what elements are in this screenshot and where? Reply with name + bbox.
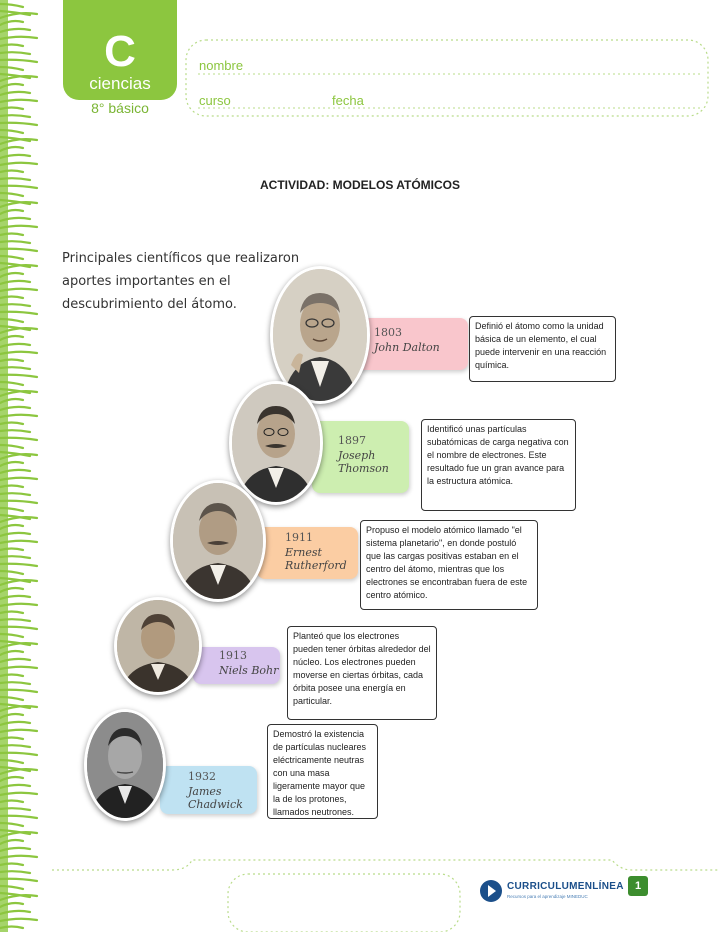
rutherford-name: Ernest Rutherford <box>285 546 347 572</box>
bohr-description: Planteó que los electrones pueden tener órbitas alrededor del núcleo. Los electrones pueden moverse en ciertas órbitas, cada órbita posee una energía en particular. <box>287 626 437 720</box>
rutherford-portrait-image <box>173 483 263 599</box>
name-field-label: nombre <box>199 58 244 73</box>
chadwick-portrait <box>84 709 166 821</box>
thomson-name: Joseph Thomson <box>338 449 389 475</box>
bohr-portrait <box>114 597 202 695</box>
thomson-description: Identificó unas partículas subatómicas de carga negativa con el nombre de electrones. Este resultado fue un gran avance para la estructura atómica. <box>421 419 576 511</box>
curriculum-logo-icon <box>479 879 503 903</box>
grade-label: 8° básico <box>91 100 149 116</box>
chadwick-description: Demostró la existencia de partículas nucleares eléctricamente neutras con una masa ligeramente mayor que la de los protones, llamados neutrones. <box>267 724 378 819</box>
dalton-description: Definió el átomo como la unidad básica de un elemento, el cual puede intervenir en una reacción química. <box>469 316 616 382</box>
chadwick-label <box>160 766 257 814</box>
thomson-year: 1897 <box>338 434 366 447</box>
thomson-portrait-image <box>232 384 320 502</box>
thomson-portrait <box>229 381 323 505</box>
page-title: ACTIVIDAD: MODELOS ATÓMICOS <box>260 178 460 192</box>
chadwick-name: James Chadwick <box>188 785 243 811</box>
subject-label: ciencias <box>89 74 151 93</box>
rutherford-description: Propuso el modelo atómico llamado "el sistema planetario", en donde postuló que las cargas positivas estaban en el centro del átomo, mientras que los electrones se encontraban fuera de este centro atómico. <box>360 520 538 610</box>
bohr-portrait-image <box>117 600 199 692</box>
badge-letter: C <box>104 27 136 76</box>
course-field-label: curso <box>199 93 231 108</box>
bohr-name: Niels Bohr <box>219 664 279 677</box>
dalton-portrait-image <box>273 269 367 401</box>
header-fields-frame <box>180 36 715 122</box>
bohr-year: 1913 <box>219 649 247 662</box>
rutherford-year: 1911 <box>285 531 313 544</box>
chadwick-portrait-image <box>87 712 163 818</box>
date-field-label: fecha <box>332 93 364 108</box>
page-number: 1 <box>628 876 648 896</box>
chadwick-year: 1932 <box>188 770 216 783</box>
subject-badge <box>63 0 177 100</box>
rutherford-label <box>257 527 358 579</box>
rutherford-portrait <box>170 480 266 602</box>
dalton-name: John Dalton <box>374 341 440 354</box>
grass-border <box>0 0 52 932</box>
bohr-label <box>193 647 280 684</box>
logo-tagline: Recursos para el aprendizaje MINEDUC <box>507 894 588 899</box>
thomson-label <box>312 421 409 493</box>
intro-text: Principales científicos que realizaron aportes importantes en el descubrimiento del átomo. <box>62 251 300 312</box>
logo-name: CURRICULUMENLÍNEA <box>507 881 624 892</box>
dalton-label <box>356 318 468 370</box>
dalton-year: 1803 <box>374 326 402 339</box>
footer-frame <box>52 858 720 932</box>
